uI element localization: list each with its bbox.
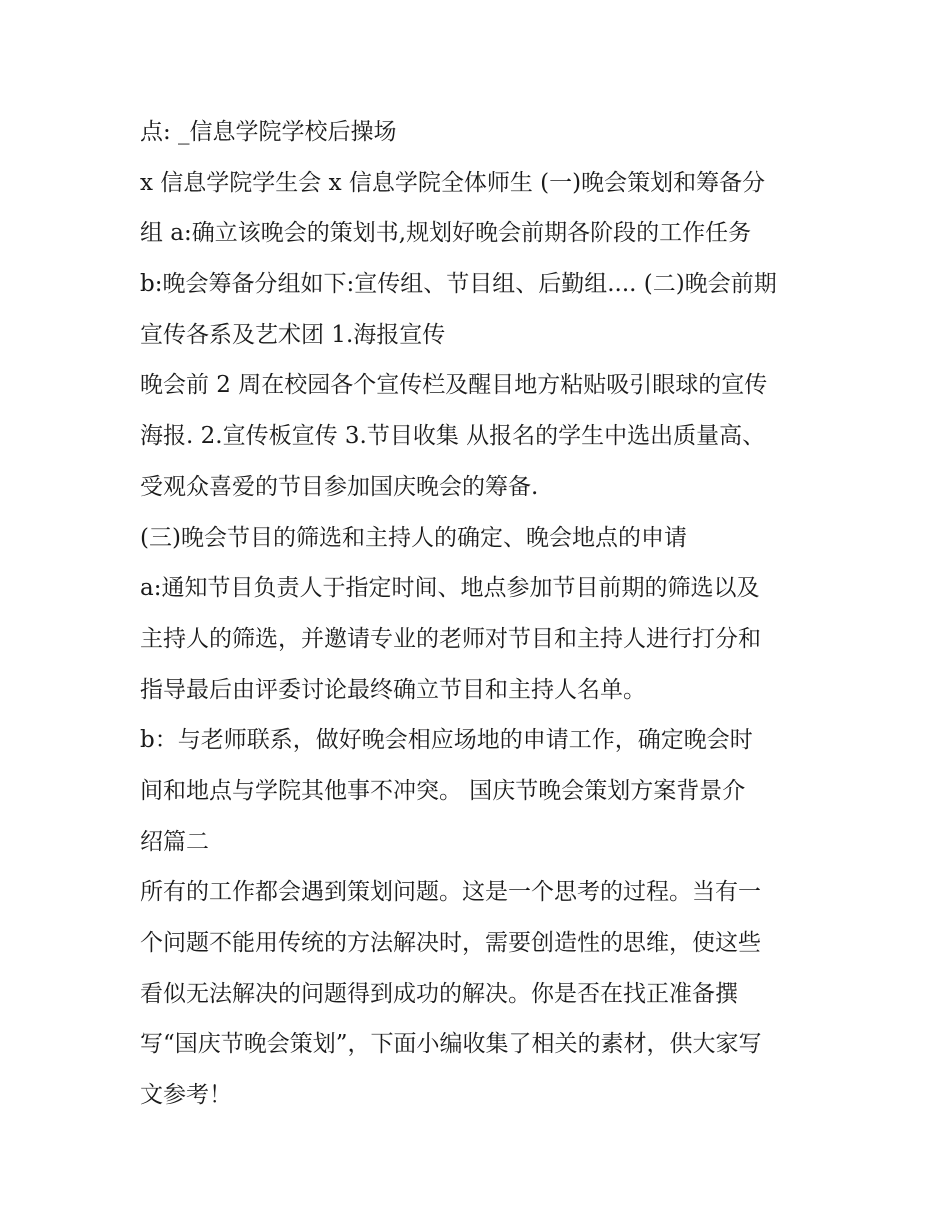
text-line: 指导最后由评委讨论最终确立节目和主持人名单。	[140, 676, 646, 703]
text-line: 海报. 2.宣传板宣传 3.节目收集 从报名的学生中选出质量高、	[140, 423, 766, 450]
text-line: 个问题不能用传统的方法解决时，需要创造性的思维，使这些	[140, 930, 761, 956]
text-line: 写“国庆节晚会策划”，下面小编收集了相关的素材，供大家写	[140, 1031, 762, 1058]
text-line: 文参考！	[140, 1082, 232, 1109]
text-line: 宣传各系及艺术团 1.海报宣传	[140, 321, 446, 348]
text-line: 间和地点与学院其他事不冲突。 国庆节晚会策划方案背景介	[140, 777, 746, 804]
text-line: 所有的工作都会遇到策划问题。这是一个思考的过程。当有一	[140, 879, 761, 906]
text-line: 受观众喜爱的节目参加国庆晚会的筹备.	[140, 473, 539, 500]
text-line: a:通知节目负责人于指定时间、地点参加节目前期的筛选以及	[140, 575, 760, 602]
text-line: 组 a:确立该晚会的策划书,规划好晚会前期各阶段的工作任务	[140, 220, 752, 247]
text-line: b:晚会筹备分组如下:宣传组、节目组、后勤组.... (二)晚会前期	[140, 271, 777, 298]
text-line: (三)晚会节目的筛选和主持人的确定、晚会地点的申请	[140, 524, 687, 551]
text-line: 主持人的筛选，并邀请专业的老师对节目和主持人进行打分和	[140, 625, 761, 652]
document-body	[140, 107, 820, 1121]
text-line: 看似无法解决的问题得到成功的解决。你是否在找正准备撰	[140, 980, 738, 1007]
text-line: 绍篇二	[140, 828, 209, 855]
text-line: 晚会前 2 周在校园各个宣传栏及醒目地方粘贴吸引眼球的宣传	[140, 372, 768, 399]
text-line: x 信息学院学生会 x 信息学院全体师生 (一)晚会策划和筹备分	[140, 169, 766, 196]
text-line: b：与老师联系，做好晚会相应场地的申请工作，确定晚会时	[140, 727, 753, 754]
text-line: 点: _信息学院学校后操场	[140, 119, 397, 145]
